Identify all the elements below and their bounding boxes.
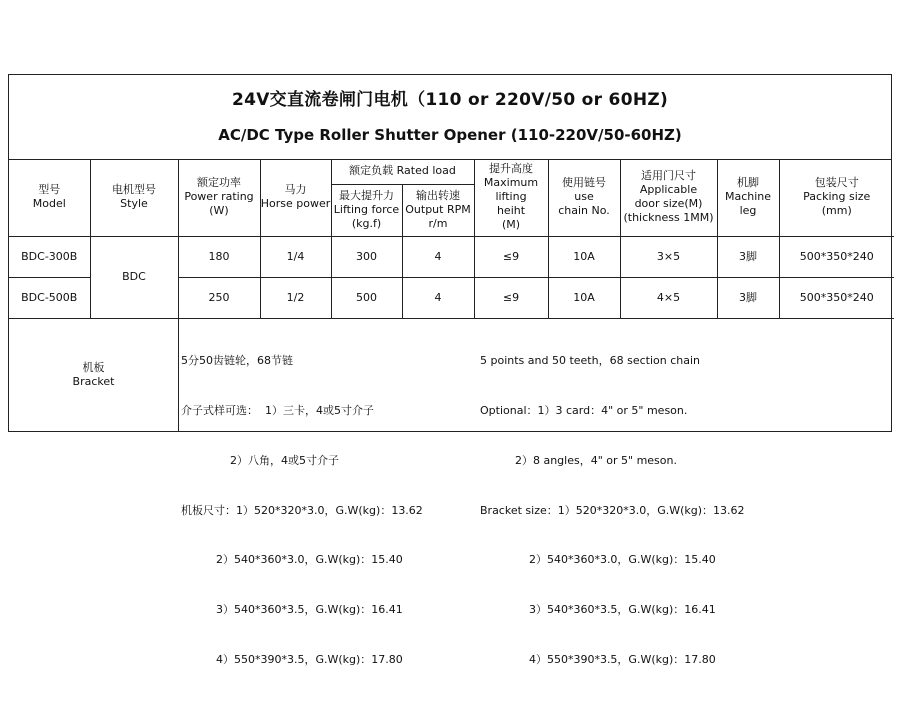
row2-lifting: 500 [331, 277, 402, 318]
row1-power: 180 [178, 236, 260, 277]
row2-leg: 3脚 [717, 277, 779, 318]
title-english: AC/DC Type Roller Shutter Opener (110-220V/50-60HZ) [218, 126, 682, 144]
header-rpm [402, 184, 474, 236]
header-height-en2: lifting [495, 190, 527, 204]
header-power-cn: 额定功率 [197, 176, 241, 190]
row1-horse: 1/4 [260, 236, 331, 277]
note-line: 3）540*360*3.5，G.W(kg)：16.41 [181, 603, 403, 617]
table-row [9, 236, 894, 277]
header-model [9, 159, 90, 236]
row1-door: 3×5 [620, 236, 717, 277]
bracket-section [9, 318, 891, 666]
bracket-label-cn: 机板 [82, 360, 105, 374]
header-height-unit: (M) [501, 218, 521, 232]
header-power-en: Power rating [184, 190, 254, 204]
header-style-en: Style [120, 197, 148, 211]
header-lifting-cn: 最大提升力 [339, 189, 394, 202]
spec-table [9, 159, 894, 319]
note-line: 2）540*360*3.0，G.W(kg)：15.40 [181, 553, 403, 567]
header-lifting [331, 184, 402, 236]
note-line: 5分50齿链轮，68节链 [181, 354, 293, 368]
title-chinese: 24V交直流卷闸门电机（110 or 220V/50 or 60HZ) [231, 90, 669, 110]
header-lifting-en: Lifting force [333, 203, 400, 216]
header-door-cn: 适用门尺寸 [641, 169, 696, 183]
row2-power: 250 [178, 277, 260, 318]
row2-chain: 10A [548, 277, 620, 318]
header-model-en: Model [32, 197, 66, 211]
header-leg [717, 159, 779, 236]
header-height [474, 159, 548, 236]
header-door-en2: door size(M) [634, 197, 703, 211]
note-line: Optional：1）3 card：4" or 5" meson. [480, 403, 688, 417]
header-height-cn: 提升高度 [489, 162, 533, 176]
note-line: 4）550*390*3.5，G.W(kg)：17.80 [181, 652, 403, 666]
note-line: 3）540*360*3.5，G.W(kg)：16.41 [480, 603, 716, 617]
header-leg-en: Machine leg [724, 190, 772, 218]
header-packing-en2: (mm) [821, 204, 852, 218]
header-power [178, 159, 260, 236]
row2-horse: 1/2 [260, 277, 331, 318]
header-packing-en1: Packing size [803, 190, 871, 204]
row2-door: 4×5 [620, 277, 717, 318]
note-line: 5 points and 50 teeth，68 section chain [480, 354, 700, 368]
row1-chain: 10A [548, 236, 620, 277]
header-packing [779, 159, 894, 236]
header-rpm-cn: 输出转速 [416, 189, 460, 202]
header-lifting-unit: (kg.f) [351, 217, 382, 230]
header-door [620, 159, 717, 236]
note-line: 介子式样可选： 1）三卡，4或5寸介子 [181, 403, 374, 417]
note-line: 2）8 angles，4" or 5" meson. [480, 453, 677, 467]
row2-rpm: 4 [402, 277, 474, 318]
title-block [9, 75, 891, 160]
row2-model: BDC-500B [9, 277, 90, 318]
row1-leg: 3脚 [717, 236, 779, 277]
note-line: 2）540*360*3.0，G.W(kg)：15.40 [480, 553, 716, 567]
header-horse-cn: 马力 [284, 183, 307, 197]
header-door-en1: Applicable [639, 183, 698, 197]
header-rated-load [331, 159, 474, 184]
header-packing-cn: 包装尺寸 [814, 176, 859, 190]
row1-packing: 500*350*240 [779, 236, 894, 277]
header-chain [548, 159, 620, 236]
bracket-notes-en [480, 320, 745, 702]
header-model-cn: 型号 [38, 183, 61, 197]
spec-sheet [8, 74, 892, 666]
style-value: BDC [90, 236, 178, 318]
header-chain-en2: chain No. [558, 204, 610, 218]
bracket-label [9, 318, 179, 431]
note-line: 4）550*390*3.5，G.W(kg)：17.80 [480, 652, 716, 666]
header-door-en3: (thickness 1MM) [623, 211, 714, 225]
header-leg-cn: 机脚 [737, 176, 759, 190]
note-line: 机板尺寸：1）520*320*3.0，G.W(kg)：13.62 [181, 503, 423, 517]
row1-lifting: 300 [331, 236, 402, 277]
header-rated-load-en: Rated load [396, 164, 456, 178]
row2-height: ≤9 [474, 277, 548, 318]
row1-rpm: 4 [402, 236, 474, 277]
header-power-unit: (W) [209, 204, 229, 218]
header-horse [260, 159, 331, 236]
header-height-en1: Maximum [483, 176, 539, 190]
header-horse-en: Horse power [260, 197, 331, 211]
header-style [90, 159, 178, 236]
header-rated-load-cn: 额定负载 [349, 164, 394, 178]
header-style-cn: 电机型号 [112, 183, 156, 197]
header-height-en3: heiht [496, 204, 526, 218]
bracket-notes-cn [181, 320, 423, 702]
note-line: 2）八角，4或5寸介子 [181, 453, 339, 467]
header-rpm-unit: r/m [428, 217, 448, 230]
row1-height: ≤9 [474, 236, 548, 277]
row1-model: BDC-300B [9, 236, 90, 277]
row2-packing: 500*350*240 [779, 277, 894, 318]
header-chain-en1: use [574, 190, 594, 204]
header-rpm-en: Output RPM [405, 203, 471, 216]
header-chain-cn: 使用链号 [562, 176, 606, 190]
bracket-label-en: Bracket [72, 374, 115, 388]
note-line: Bracket size：1）520*320*3.0，G.W(kg)：13.62 [480, 503, 745, 517]
